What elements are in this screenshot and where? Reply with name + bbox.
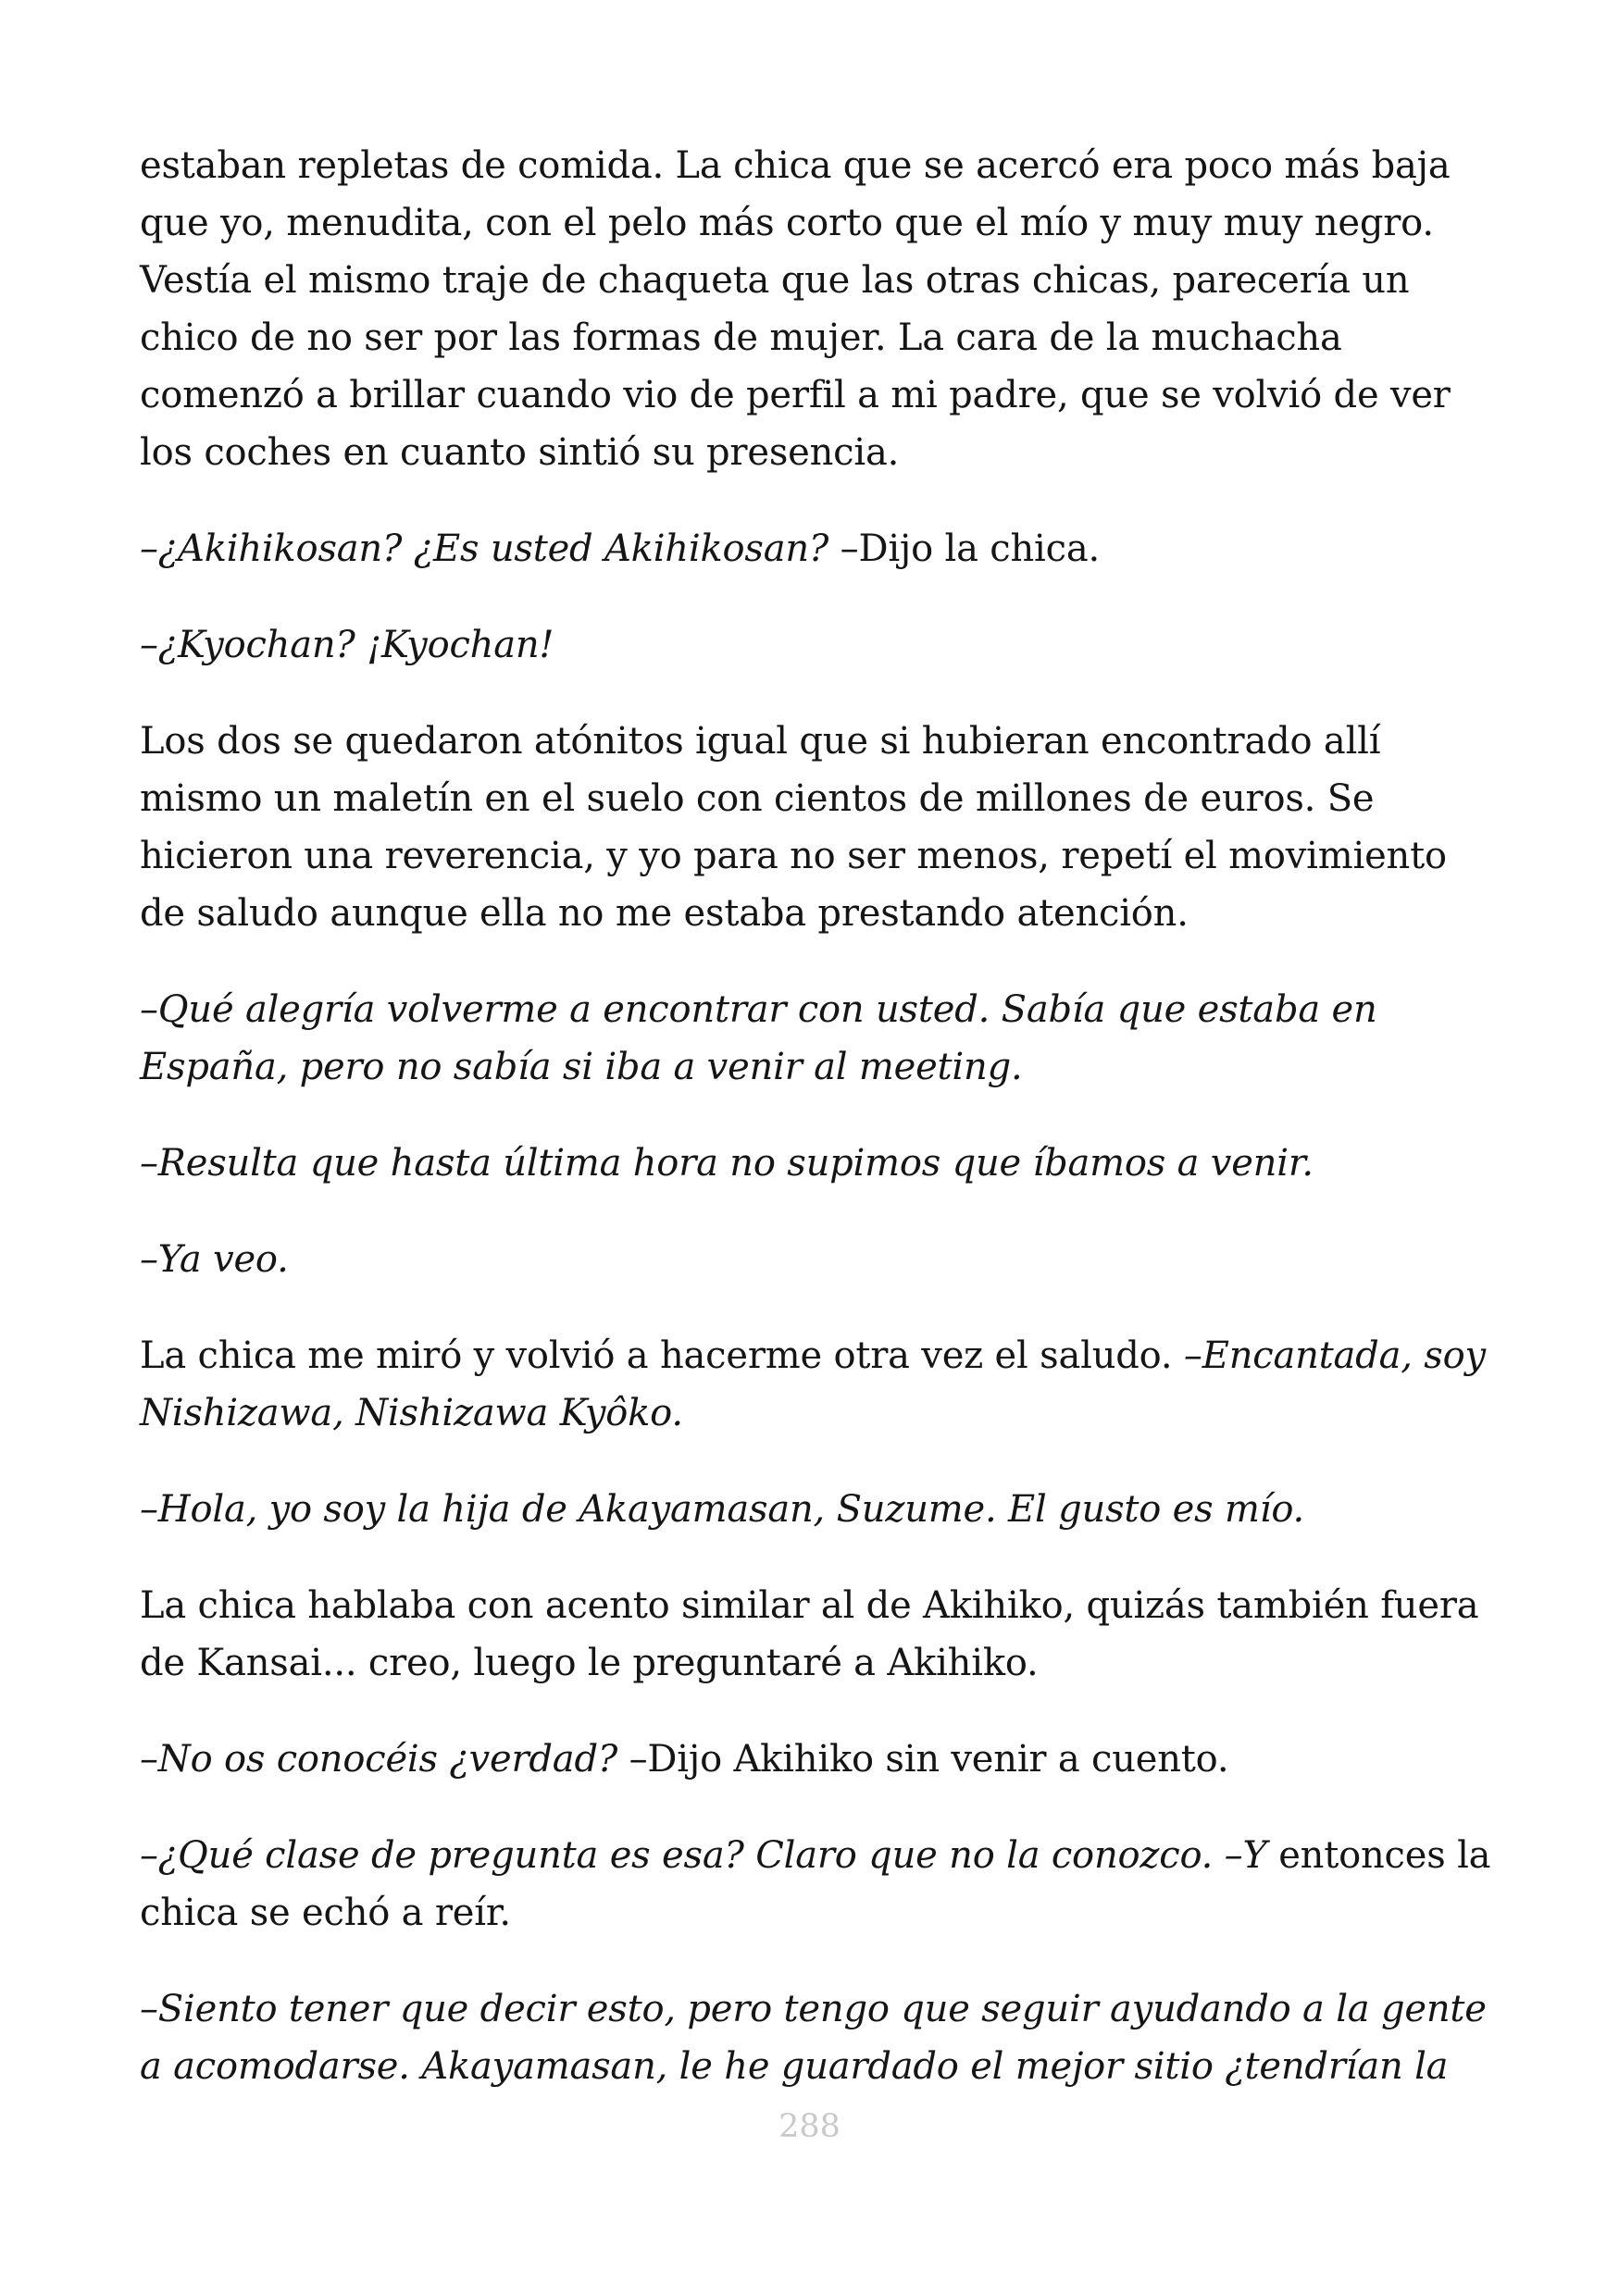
italic-text-segment: –No os conocéis ¿verdad? [140, 1738, 618, 1781]
italic-text-segment: –Ya veo. [140, 1238, 289, 1281]
italic-text-segment: –¿Qué clase de pregunta es esa? Claro que no la conozco. –Y [140, 1834, 1267, 1877]
narrative-paragraph [140, 713, 1491, 942]
dialogue-paragraph [140, 1731, 1491, 1788]
body-text [140, 137, 1491, 2134]
text-segment: La chica me miró y volvió a hacerme otra vez el saludo. [140, 1334, 1184, 1377]
text-segment: La chica hablaba con acento similar al de Akihiko, quizás también fuera de Kansai... creo, luego le preguntaré a Akihiko. [140, 1584, 1479, 1684]
italic-text-segment: –¿Kyochan? ¡Kyochan! [140, 624, 554, 666]
text-segment: Los dos se quedaron atónitos igual que si hubieran encontrado allí mismo un maletín en el suelo con cientos de millones de euros. Se hicieron una reverencia, y yo para no ser menos, repetí el movimiento de saludo aunque ella no me estaba prestando atención. [140, 720, 1447, 935]
narrative-paragraph [140, 1577, 1491, 1692]
italic-text-segment: –Resulta que hasta última hora no supimos que íbamos a venir. [140, 1142, 1314, 1185]
text-segment: estaban repletas de comida. La chica que se acercó era poco más baja que yo, menudita, con el pelo más corto que el mío y muy muy negro. Vestía el mismo traje de chaqueta que las otras chicas, parecería un chico de no ser por las formas de mujer. La cara de la muchacha comenzó a brillar cuando vio de perfil a mi padre, que se volvió de ver los coches en cuanto sintió su presencia. [140, 144, 1451, 474]
dialogue-paragraph [140, 616, 1491, 674]
italic-text-segment: –¿Akihikosan? ¿Es usted Akihikosan? [140, 527, 829, 570]
italic-text-segment: –Encantada, soy Nishizawa, Nishizawa Kyôko. [140, 1334, 1486, 1434]
text-segment: –Dijo la chica. [828, 527, 1101, 570]
narrative-paragraph [140, 137, 1491, 481]
dialogue-paragraph [140, 1231, 1491, 1288]
dialogue-paragraph [140, 1135, 1491, 1192]
page-number: 288 [778, 2108, 841, 2145]
dialogue-paragraph [140, 1980, 1491, 2095]
dialogue-paragraph [140, 520, 1491, 577]
italic-text-segment: –Qué alegría volverme a encontrar con usted. Sabía que estaba en España, pero no sabía si iba a venir al meeting. [140, 988, 1377, 1088]
dialogue-paragraph [140, 981, 1491, 1096]
italic-text-segment: –Siento tener que decir esto, pero tengo que seguir ayudando a la gente a acomodarse. Akayamasan, le he guardado el mejor sitio ¿tendrían la [140, 1988, 1487, 2088]
narrative-paragraph [140, 1327, 1491, 1442]
text-segment: entonces la chica se echó a reír. [140, 1834, 1491, 1934]
italic-text-segment: –Hola, yo soy la hija de Akayamasan, Suzume. El gusto es mío. [140, 1488, 1305, 1531]
dialogue-paragraph [140, 1827, 1491, 1942]
text-segment: –Dijo Akihiko sin venir a cuento. [617, 1738, 1229, 1781]
dialogue-paragraph [140, 1481, 1491, 1538]
